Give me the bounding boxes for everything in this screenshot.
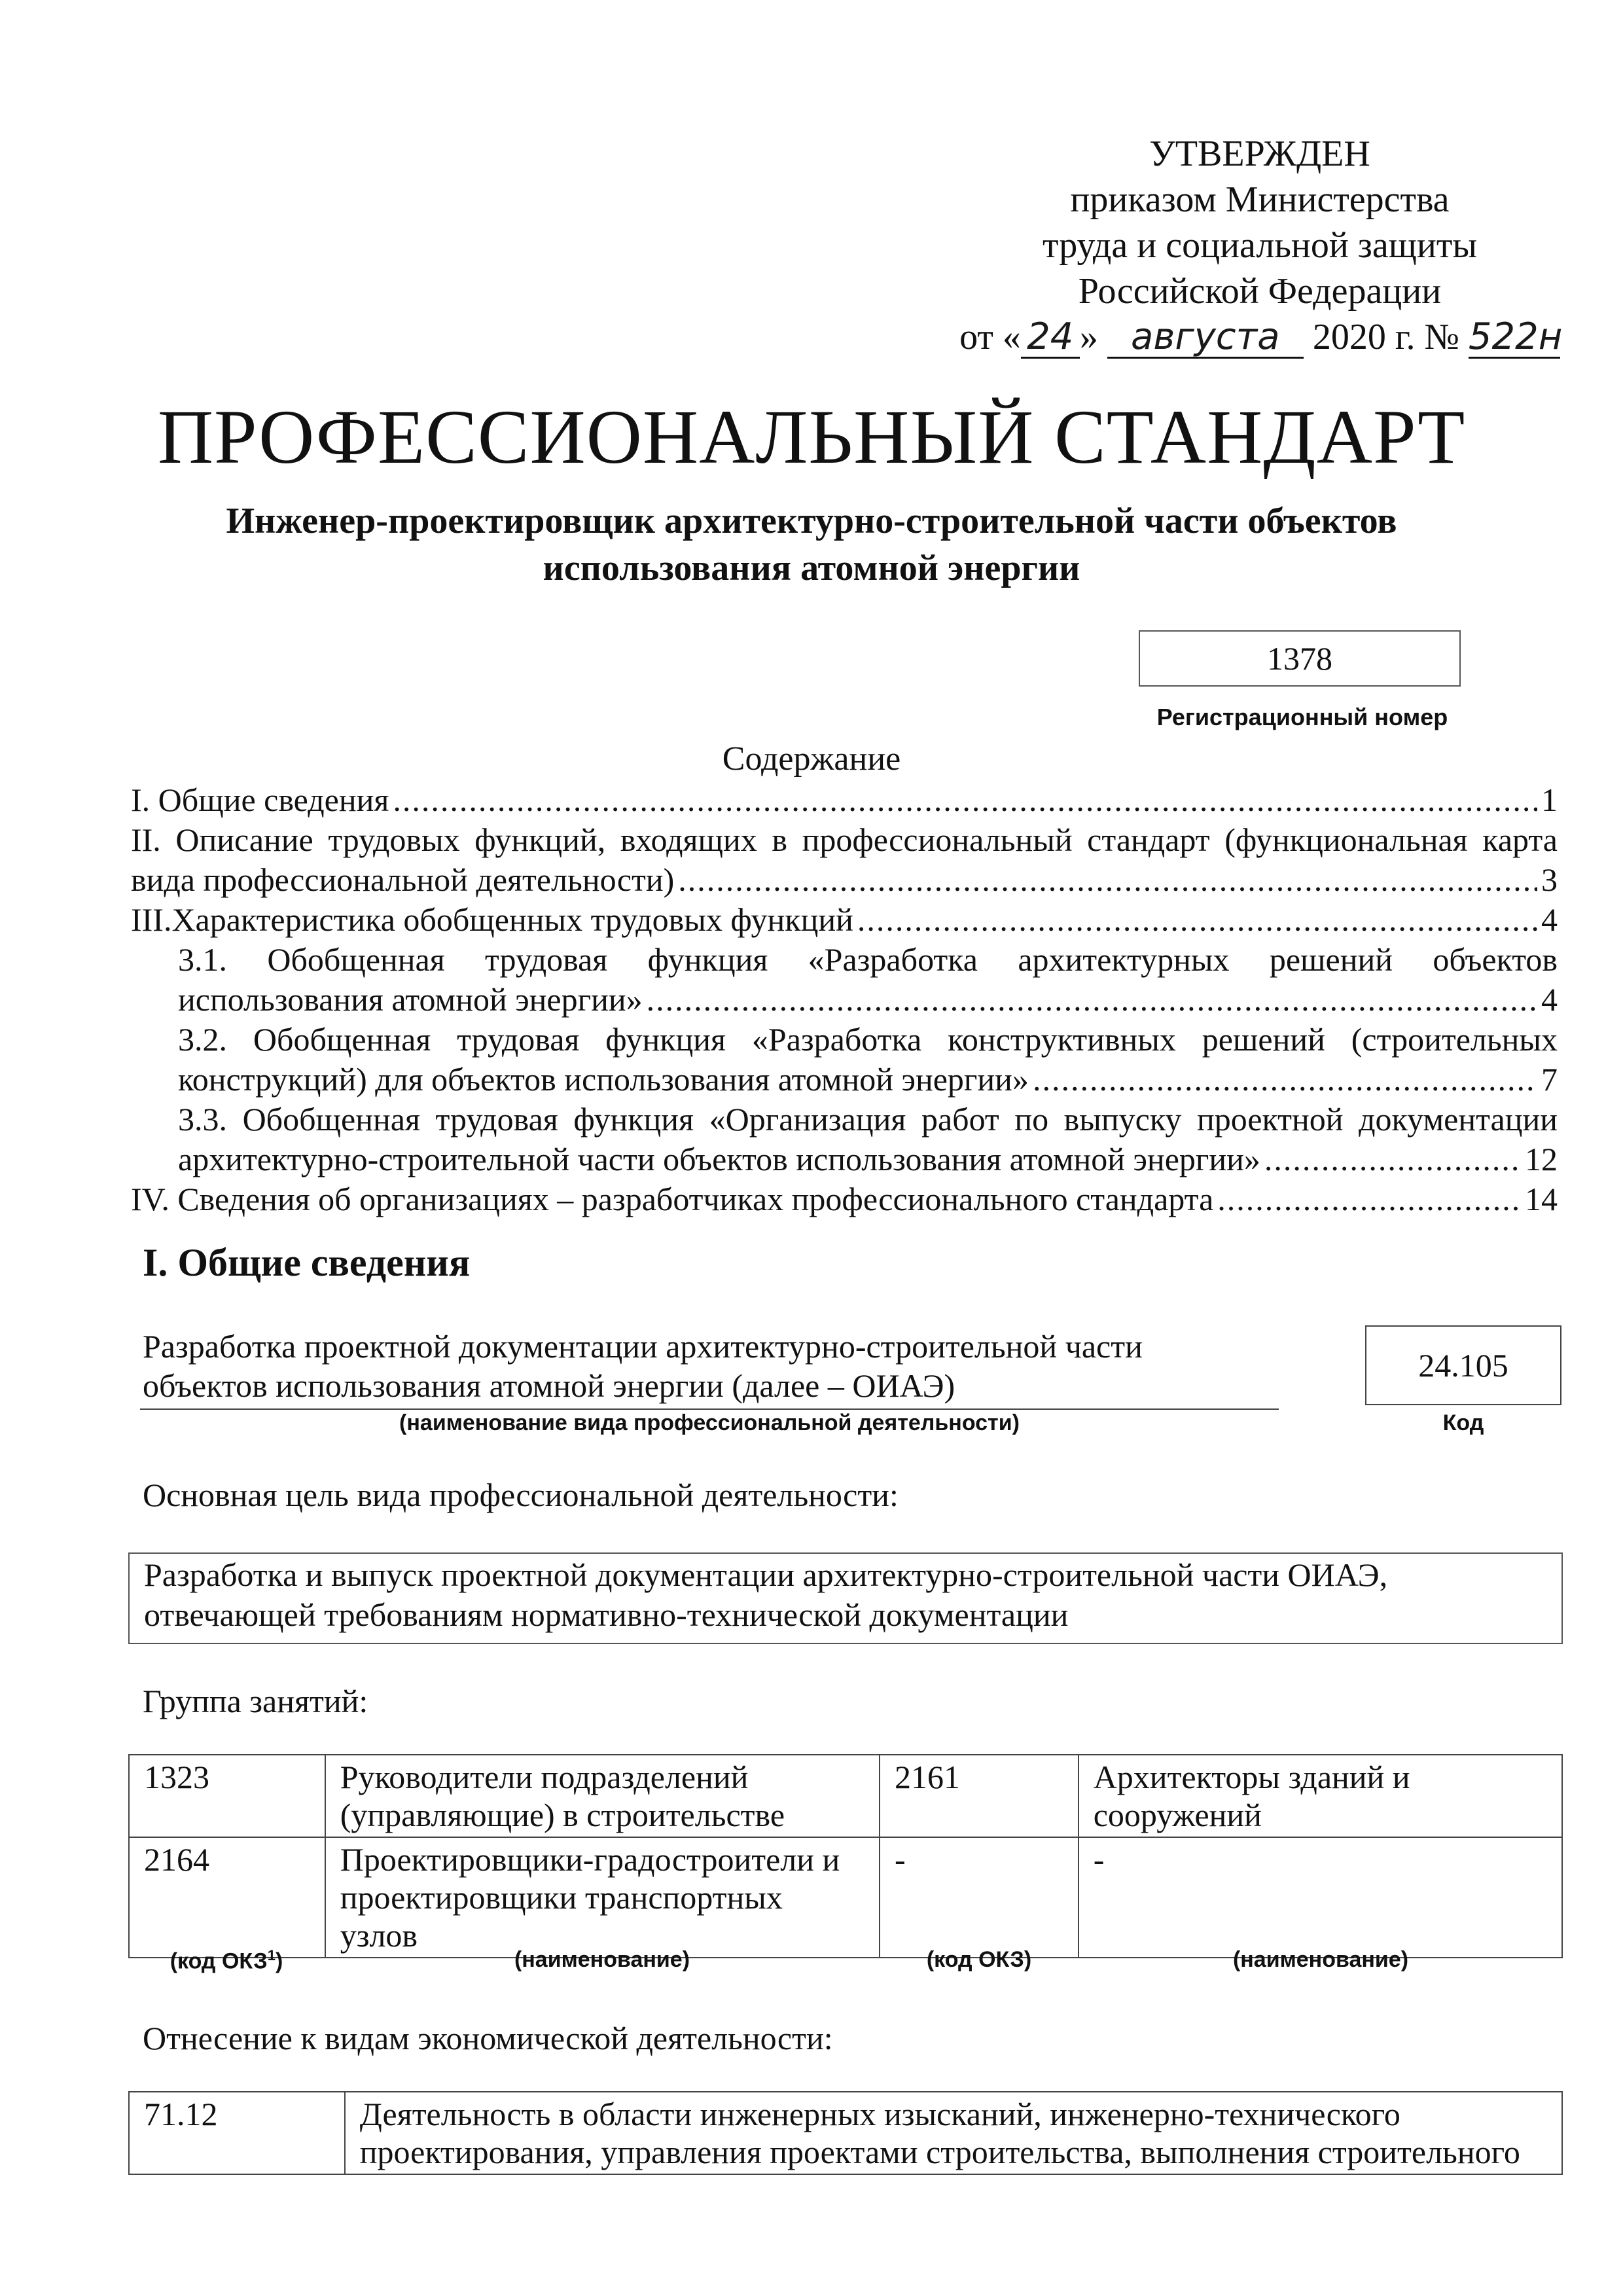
okz-name-cell: Руководители подразделений (управляющие) в строительстве: [325, 1755, 880, 1837]
okz-name-cell: Проектировщики-градостроители и проектировщики транспортных узлов: [325, 1837, 880, 1958]
toc-item[interactable]: [131, 900, 1558, 940]
toc-leader: [1217, 1179, 1521, 1219]
toc-leader: [678, 860, 1537, 900]
okz-code-cell: 2164: [129, 1837, 325, 1958]
activity-name: [143, 1327, 1268, 1405]
activity-code: 24.105: [1418, 1347, 1508, 1384]
caption-text: ): [275, 1948, 283, 1974]
toc-item-text: 3.1. Обобщенная трудовая функция «Разработка архитектурных решений объектов: [178, 941, 1558, 978]
group-heading: Группа занятий:: [143, 1683, 368, 1719]
date-year: 2020 г. №: [1312, 317, 1459, 357]
toc-item-text: вида профессиональной деятельности): [131, 861, 675, 898]
registration-number: 1378: [1267, 640, 1332, 677]
caption-name: (наименование): [1232, 1947, 1409, 1972]
toc-item-page: 12: [1525, 1141, 1558, 1177]
table-row: [129, 2092, 1562, 2174]
okved-name-cell: Деятельность в области инженерных изысканий, инженерно-технического проектирования, управления проектами строительства, выполнения строительного: [345, 2092, 1562, 2174]
registration-number-box: [1139, 630, 1461, 687]
toc-item-page: 7: [1541, 1061, 1558, 1098]
date-day: 24: [1021, 317, 1080, 359]
toc-item[interactable]: [131, 940, 1558, 1020]
activity-code-box: [1365, 1325, 1561, 1405]
goal-box: [128, 1552, 1563, 1644]
document-subtitle: Инженер-проектировщик архитектурно-строительной части объектов использования атомной энергии: [226, 501, 1397, 588]
toc-item-text: 3.2. Обобщенная трудовая функция «Разработка конструктивных решений (строительных: [178, 1021, 1558, 1058]
toc-leader: [1033, 1060, 1537, 1100]
toc-item-page: 14: [1525, 1181, 1558, 1217]
activity-name-line: Разработка проектной документации архитектурно-строительной части: [143, 1328, 1143, 1365]
caption-okz-code: (код ОКЗ): [926, 1947, 1032, 1972]
date-prefix: от «: [959, 317, 1021, 357]
toc-item-page: 4: [1541, 901, 1558, 938]
approval-line: труда и социальной защиты: [1043, 225, 1477, 266]
approval-date-line: [929, 314, 1590, 360]
goal-line: отвечающей требованиям нормативно-технической документации: [144, 1596, 1069, 1633]
toc-item-text: II. Описание трудовых функций, входящих в профессиональный стандарт (функциональная карта: [131, 821, 1558, 858]
okz-code-cell: 1323: [129, 1755, 325, 1837]
goal-heading: Основная цель вида профессиональной деятельности:: [143, 1477, 899, 1513]
order-number: 522н: [1468, 315, 1563, 358]
registration-label: Регистрационный номер: [1156, 704, 1448, 730]
economic-activity-table: [128, 2091, 1563, 2175]
approval-line: приказом Министерства: [1070, 179, 1450, 220]
toc-item-text: IV. Сведения об организациях – разработчиках профессионального стандарта: [131, 1181, 1214, 1217]
toc-item[interactable]: [131, 820, 1558, 900]
toc-leader: [647, 980, 1537, 1020]
okz-code-cell: 2161: [880, 1755, 1079, 1837]
toc-item-text: конструкций) для объектов использования атомной энергии»: [178, 1061, 1029, 1098]
section-title: I. Общие сведения: [143, 1241, 471, 1284]
approval-line: Российской Федерации: [1078, 271, 1442, 312]
occupation-group-table: [128, 1754, 1563, 1958]
toc-item[interactable]: [131, 1020, 1558, 1100]
okz-code-cell: -: [880, 1837, 1079, 1958]
toc-item-page: 4: [1541, 981, 1558, 1018]
toc-leader: [393, 780, 1537, 820]
activity-name-line: объектов использования атомной энергии (далее – ОИАЭ): [143, 1367, 955, 1404]
toc-leader: [857, 900, 1537, 940]
footnote-marker: 1: [267, 1947, 276, 1964]
toc-item-text: использования атомной энергии»: [178, 981, 643, 1018]
activity-caption: (наименование вида профессиональной деятельности): [399, 1410, 1020, 1435]
toc-leader: [1264, 1139, 1521, 1179]
date-month: августа: [1107, 317, 1304, 359]
caption-okz-code: [128, 1947, 325, 1974]
toc-item-page: 3: [1541, 861, 1558, 898]
toc-item-text: 3.3. Обобщенная трудовая функция «Организация работ по выпуску проектной документации: [178, 1101, 1558, 1138]
toc-item-text: архитектурно-строительной части объектов использования атомной энергии»: [178, 1141, 1260, 1177]
approval-block: [929, 131, 1590, 360]
table-of-contents: [131, 780, 1558, 1219]
toc-item[interactable]: [131, 1179, 1558, 1219]
document-title: ПРОФЕССИОНАЛЬНЫЙ СТАНДАРТ: [157, 394, 1466, 480]
caption-text: (код ОКЗ: [169, 1948, 268, 1974]
caption-name: (наименование): [514, 1947, 690, 1972]
okz-name-cell: -: [1079, 1837, 1562, 1958]
toc-item[interactable]: [131, 780, 1558, 820]
okz-name-cell: Архитекторы зданий и сооружений: [1079, 1755, 1562, 1837]
date-mid: »: [1079, 317, 1098, 357]
table-row: [129, 1837, 1562, 1958]
toc-item[interactable]: [131, 1100, 1558, 1179]
toc-heading: Содержание: [722, 740, 901, 778]
econ-heading: Отнесение к видам экономической деятельности:: [143, 2020, 833, 2056]
goal-line: Разработка и выпуск проектной документации архитектурно-строительной части ОИАЭ,: [144, 1556, 1388, 1593]
toc-item-text: I. Общие сведения: [131, 781, 389, 818]
toc-item-text: III.Характеристика обобщенных трудовых функций: [131, 901, 853, 938]
code-caption: Код: [1442, 1410, 1484, 1435]
activity-underline: [140, 1408, 1279, 1410]
approval-title: УТВЕРЖДЕН: [1149, 134, 1370, 174]
toc-item-page: 1: [1541, 781, 1558, 818]
okved-code-cell: 71.12: [129, 2092, 345, 2174]
table-row: [129, 1755, 1562, 1837]
